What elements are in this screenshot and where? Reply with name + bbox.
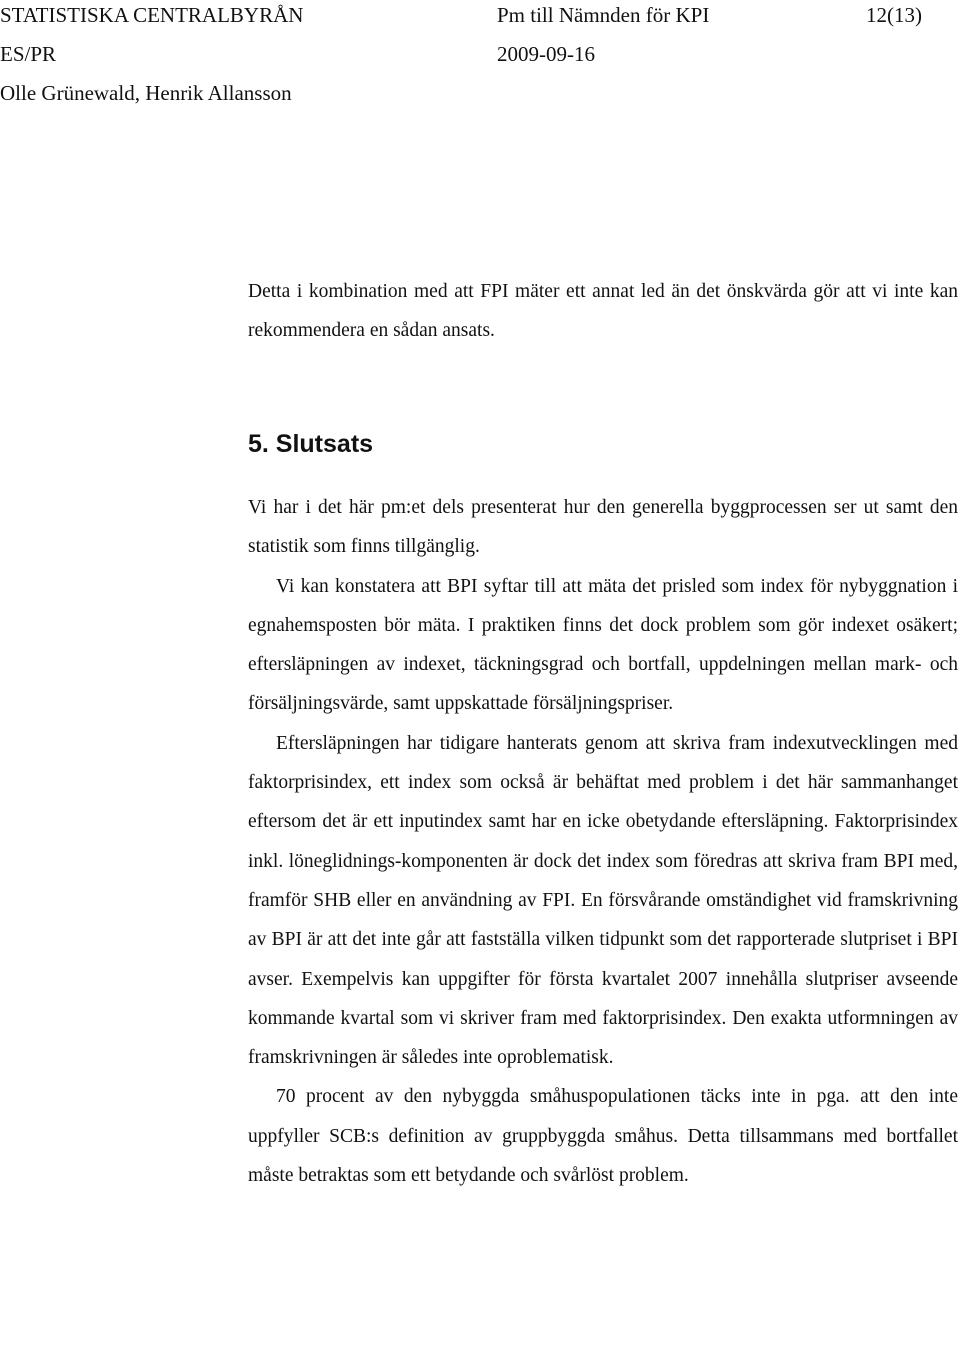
section-heading: 5. Slutsats [248, 430, 374, 458]
intro-paragraph [248, 272, 958, 351]
header-department: ES/PR [0, 42, 57, 66]
paragraph-3: Eftersläpningen har tidigare hanterats genom att skriva fram indexutvecklingen med faktorprisindex, ett index som också är behäftat med problem i det här sammanhanget eftersom det är ett inputindex samt har en icke obetydande eftersläpning. Faktorprisindex inkl. löneglidnings-komponenten är dock det index som föredras att skriva fram BPI med, framför SHB eller en användning av FPI. En försvårande omständighet vid framskrivning av BPI är att det inte går att fastställa vilken tidpunkt som det rapporterade slutpriset i BPI avser. Exempelvis kan uppgifter för första kvartalet 2007 innehålla slutpriser avseende kommande kvartal som vi skriver fram med faktorprisindex. Den exakta utformningen av framskrivningen är således inte oproblematisk. [248, 732, 958, 1069]
header-date: 2009-09-16 [497, 42, 595, 66]
section-body [248, 488, 958, 1195]
intro-text: Detta i kombination med att FPI mäter ett annat led än det önskvärda gör att vi inte kan rekommendera en sådan ansats. [248, 281, 958, 342]
paragraph-2: Vi kan konstatera att BPI syftar till att mäta det prisled som index för nybyggnation i egnahemsposten bör mäta. I praktiken finns det dock problem som gör indexet osäkert; eftersläpningen av indexet, täckningsgrad och bortfall, uppdelningen mellan mark- och försäljningsvärde, samt uppskattade försäljningspriser. [248, 575, 958, 715]
header-memo-title: Pm till Nämnden för KPI [497, 3, 710, 27]
header-page-number: 12(13) [866, 3, 922, 27]
paragraph-4: 70 procent av den nybyggda småhuspopulationen täcks inte in pga. att den inte uppfyller SCB:s definition av gruppbyggda småhus. Detta tillsammans med bortfallet måste betraktas som ett betydande och svårlöst problem. [248, 1086, 958, 1187]
header-authors: Olle Grünewald, Henrik Allansson [0, 81, 292, 105]
header-org: STATISTISKA CENTRALBYRÅN [0, 3, 304, 27]
paragraph-1: Vi har i det här pm:et dels presenterat hur den generella byggprocessen ser ut samt den statistik som finns tillgänglig. [248, 497, 958, 558]
